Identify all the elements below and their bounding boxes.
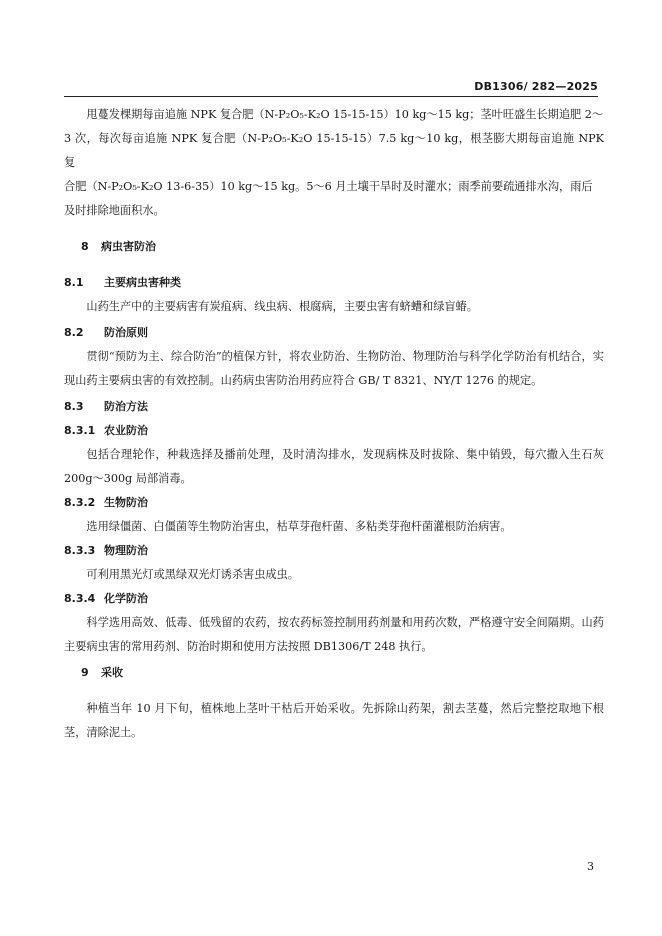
section-title: 农业防治 <box>104 424 148 437</box>
section-8-3-3-heading <box>64 539 604 563</box>
section-8-3-1-text: 包括合理轮作，种栽选择及播前处理，及时清沟排水，发现病株及时拔除、集中销毁，每穴撒入生石灰 200g～300g 局部消毒。 <box>64 448 604 485</box>
page-number: 3 <box>587 860 594 873</box>
section-9-text: 种植当年 10 月下旬，植株地上茎叶干枯后开始采收。先拆除山药架，割去茎蔓，然后完整挖取地下根茎，清除泥土。 <box>64 702 604 739</box>
section-title: 防治原则 <box>104 326 148 339</box>
section-8-3-4-heading <box>64 587 604 611</box>
intro-line-1: 甩蔓发棵期每亩追施 NPK 复合肥（N-P₂O₅-K₂O 15-15-15）10 kg～15 kg；茎叶旺盛生长期追肥 2～ <box>86 108 604 121</box>
header-rule <box>64 96 598 97</box>
section-8-2-text: 贯彻“预防为主、综合防治”的植保方针，将农业防治、生物防治、物理防治与科学化学防治有机结合，实现山药主要病虫害的有效控制。山药病虫害防治用药应符合 GB/ T 8321、NY/T 1276 的规定。 <box>64 350 604 387</box>
section-title: 物理防治 <box>104 544 148 557</box>
section-number: 9 <box>81 666 89 679</box>
section-8-2-heading <box>64 321 604 345</box>
intro-line-4: 及时排除地面积水。 <box>64 204 165 217</box>
section-number: 8.1 <box>64 276 84 289</box>
section-title: 病虫害防治 <box>101 240 156 253</box>
section-8-heading <box>64 235 604 259</box>
section-8-3-3-text: 可利用黑光灯或黑绿双光灯诱杀害虫成虫。 <box>86 568 299 581</box>
intro-paragraph <box>64 103 604 223</box>
section-number: 8 <box>81 240 89 253</box>
section-title: 采收 <box>101 666 123 679</box>
section-number: 8.3 <box>64 400 84 413</box>
section-8-3-4-text: 科学选用高效、低毒、低残留的农药，按农药标签控制用药剂量和用药次数，严格遵守安全间隔期。山药主要病虫害的常用药剂、防治时期和使用方法按照 DB1306/T 248 执行。 <box>64 616 604 653</box>
section-8-1-heading <box>64 271 604 295</box>
intro-line-3: 合肥（N-P₂O₅-K₂O 13-6-35）10 kg～15 kg。5～6 月土壤干旱时及时灌水；雨季前要疏通排水沟，雨后 <box>64 180 593 193</box>
section-8-1-text: 山药生产中的主要病害有炭疽病、线虫病、根腐病，主要虫害有蛴螬和绿盲蝽。 <box>86 300 478 313</box>
section-8-3-2-text: 选用绿僵菌、白僵菌等生物防治害虫，枯草芽孢杆菌、多粘类芽孢杆菌灌根防治病害。 <box>86 520 512 533</box>
document-code: DB1306/ 282—2025 <box>474 80 598 93</box>
section-title: 生物防治 <box>104 496 148 509</box>
section-number: 8.3.1 <box>64 424 96 437</box>
section-title: 主要病虫害种类 <box>104 276 181 289</box>
section-title: 防治方法 <box>104 400 148 413</box>
page-content <box>64 103 604 745</box>
section-title: 化学防治 <box>104 592 148 605</box>
section-number: 8.2 <box>64 326 84 339</box>
section-8-3-heading <box>64 395 604 419</box>
section-8-3-1-heading <box>64 419 604 443</box>
intro-line-2: 3 次，每次每亩追施 NPK 复合肥（N-P₂O₅-K₂O 15-15-15）7.5 kg～10 kg，根茎膨大期每亩追施 NPK 复 <box>64 132 604 169</box>
section-number: 8.3.4 <box>64 592 96 605</box>
section-number: 8.3.3 <box>64 544 96 557</box>
section-8-3-2-heading <box>64 491 604 515</box>
section-9-heading <box>64 661 604 685</box>
section-number: 8.3.2 <box>64 496 96 509</box>
